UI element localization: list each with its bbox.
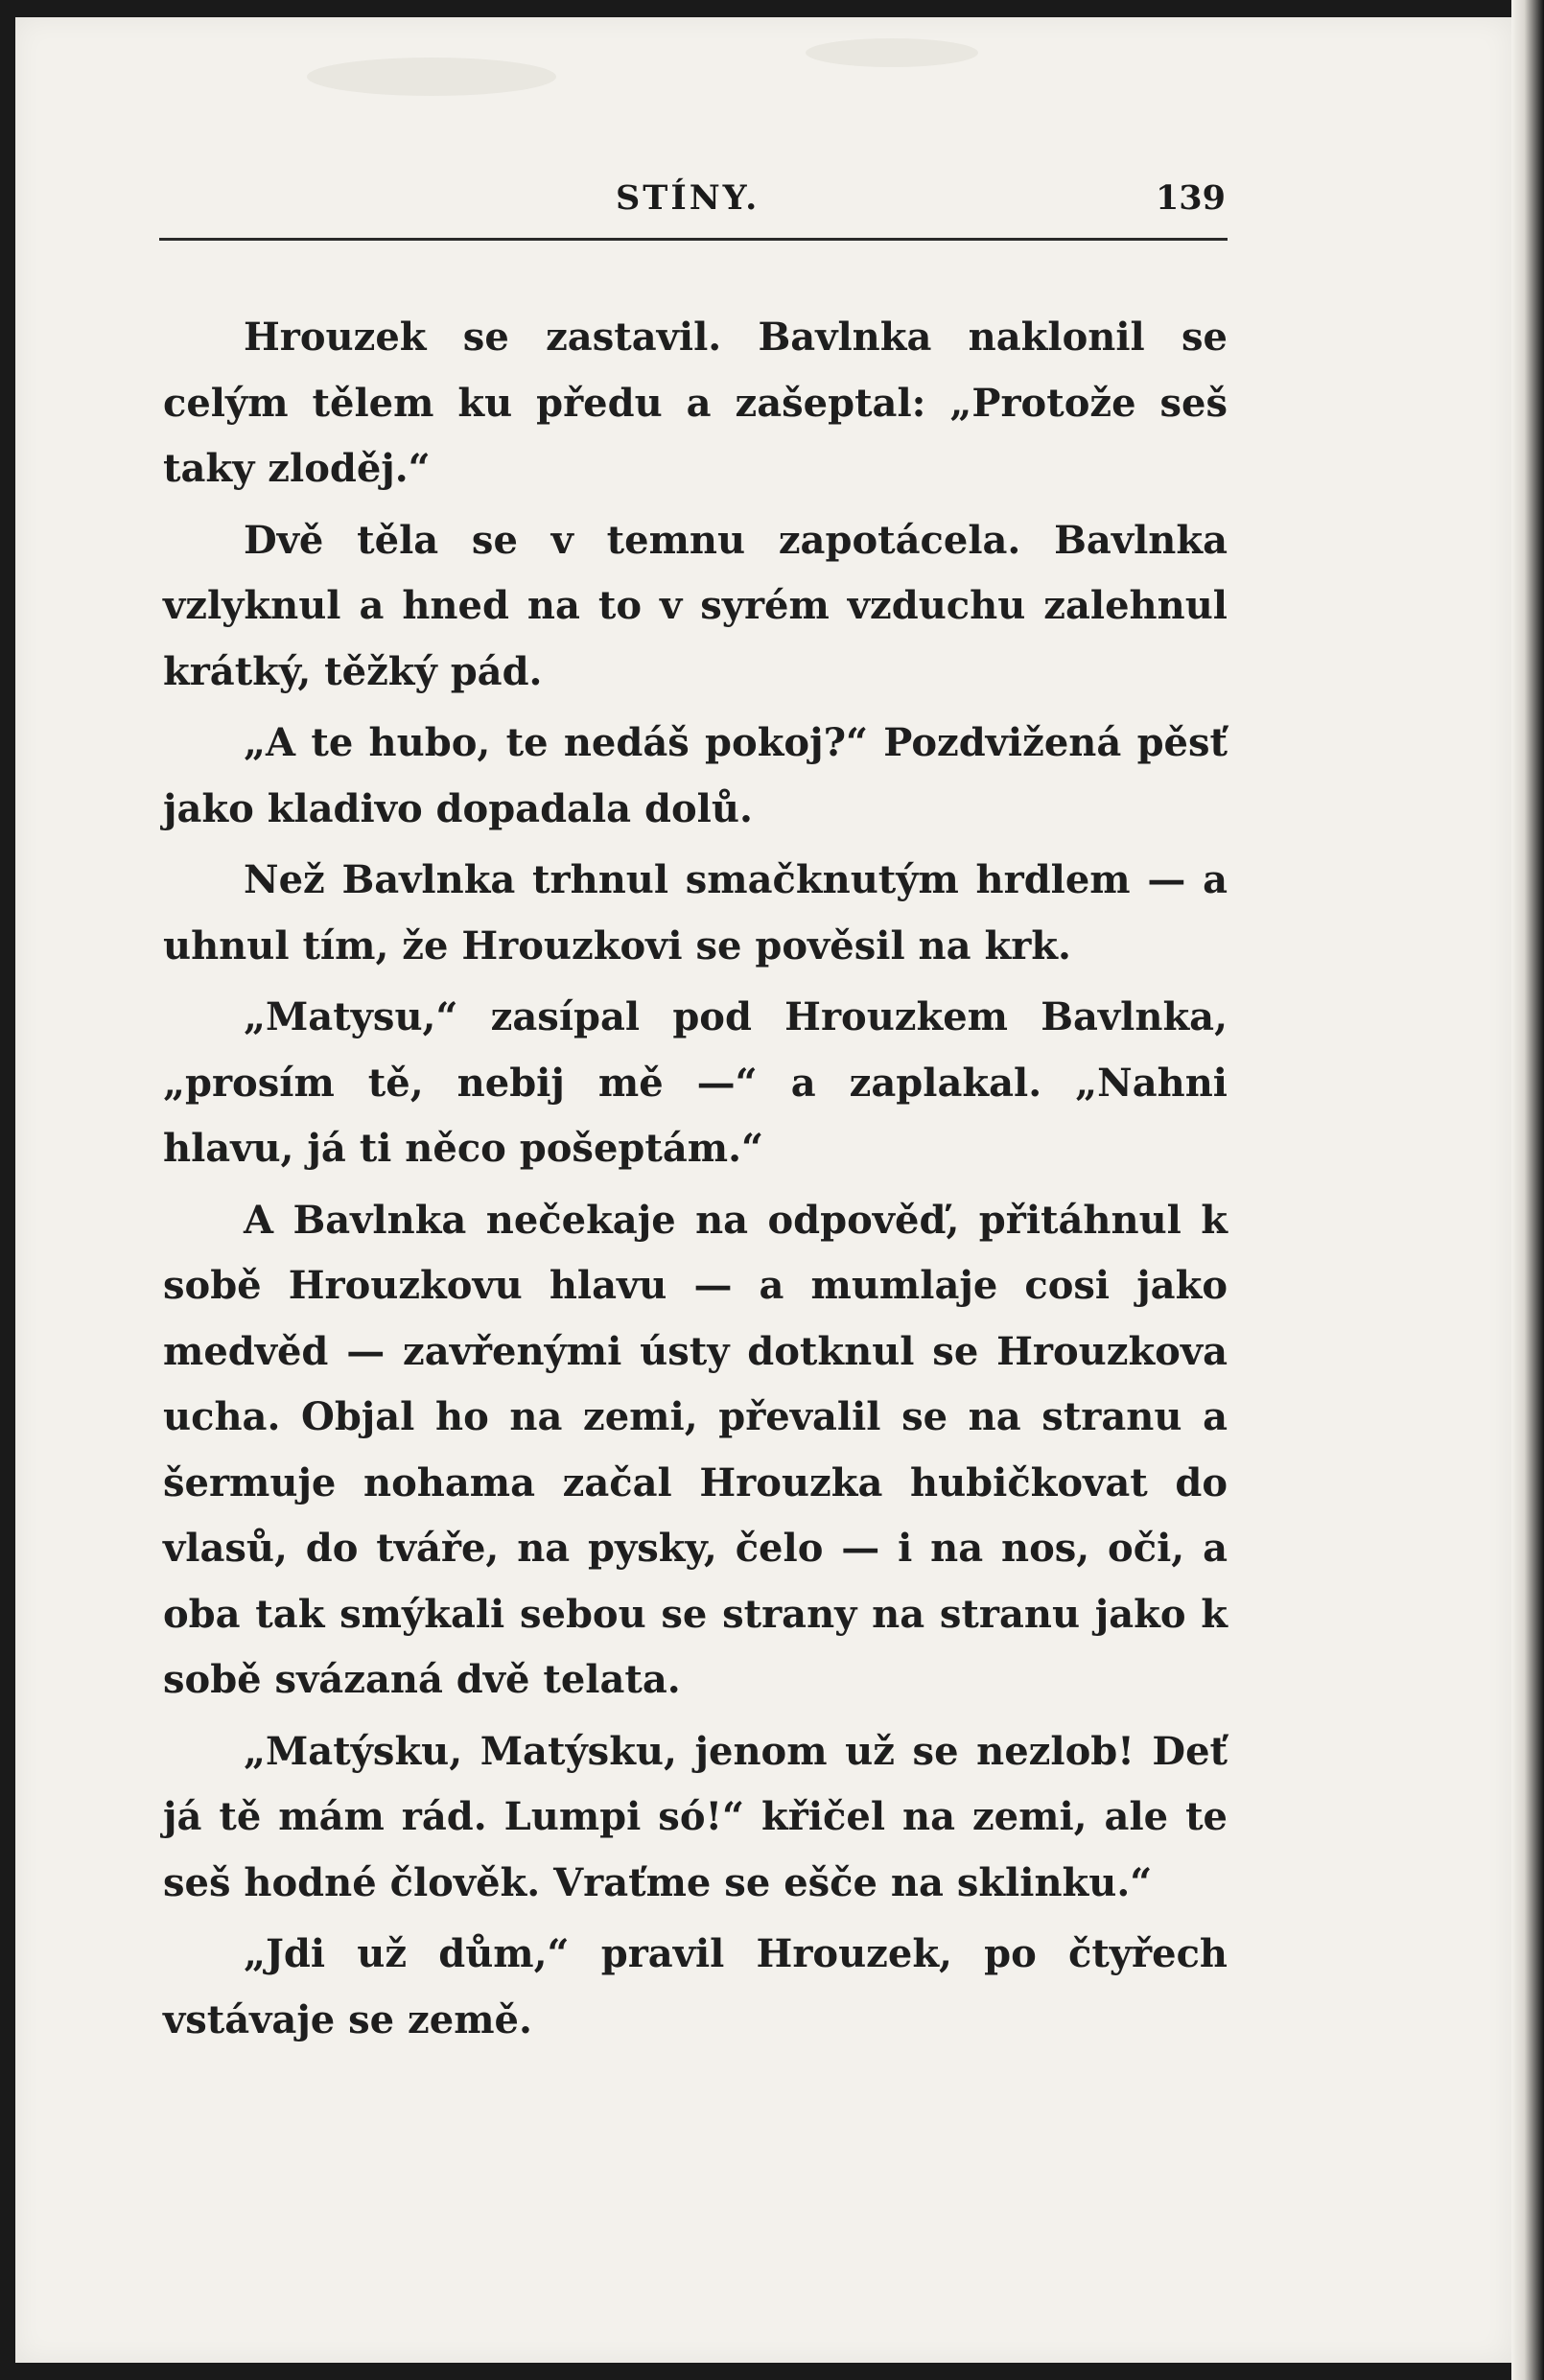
paragraph: Dvě těla se v temnu zapotácela. Bavlnka vzlyknul a hned na to v syrém vzduchu zalehnul krátký, těžký pád.: [163, 517, 1228, 694]
paper-stain: [307, 58, 556, 96]
page-number: 139: [1155, 178, 1226, 218]
paragraph: „Matysu,“ zasípal pod Hrouzkem Bavlnka, „prosím tě, nebij mě —“ a zaplakal. „Nahni hlavu, já ti něco pošeptám.“: [163, 994, 1228, 1171]
header-rule: [159, 238, 1228, 241]
paragraph: Hrouzek se zastavil. Bavlnka naklonil se celým tělem ku předu a zašeptal: „Protože seš taky zloděj.“: [163, 315, 1228, 491]
paper-stain: [806, 38, 978, 67]
paragraph: „Jdi už dům,“ pravil Hrouzek, po čtyřech vstávaje se země.: [163, 1931, 1228, 2042]
paragraph: „Matýsku, Matýsku, jenom už se nezlob! Deť já tě mám rád. Lumpi só!“ křičel na zemi, ale te seš hodné člověk. Vraťme se ešče na sklinku.“: [163, 1728, 1228, 1905]
page-edge-shadow: [1511, 0, 1544, 2380]
paragraph: A Bavlnka nečekaje na odpověď, přitáhnul k sobě Hrouzkovu hlavu — a mumlaje cosi jako medvěd — zavřenými ústy dotknul se Hrouzkova ucha. Objal ho na zemi, převalil se na stranu a šermuje nohama začal Hrouzka hubičkovat do vlasů, do tváře, na pysky, čelo — i na nos, oči, a oba tak smýkali sebou se strany na stranu jako k sobě svázaná dvě telata.: [163, 1197, 1228, 1702]
body-text: [163, 305, 1228, 2059]
paragraph: Než Bavlnka trhnul smačknutým hrdlem — a uhnul tím, že Hrouzkovi se pověsil na krk.: [163, 857, 1228, 968]
paragraph: „A te hubo, te nedáš pokoj?“ Pozdvižená pěsť jako kladivo dopadala dolů.: [163, 720, 1228, 831]
page-header: [163, 178, 1226, 232]
running-title: STÍNY.: [616, 178, 760, 218]
